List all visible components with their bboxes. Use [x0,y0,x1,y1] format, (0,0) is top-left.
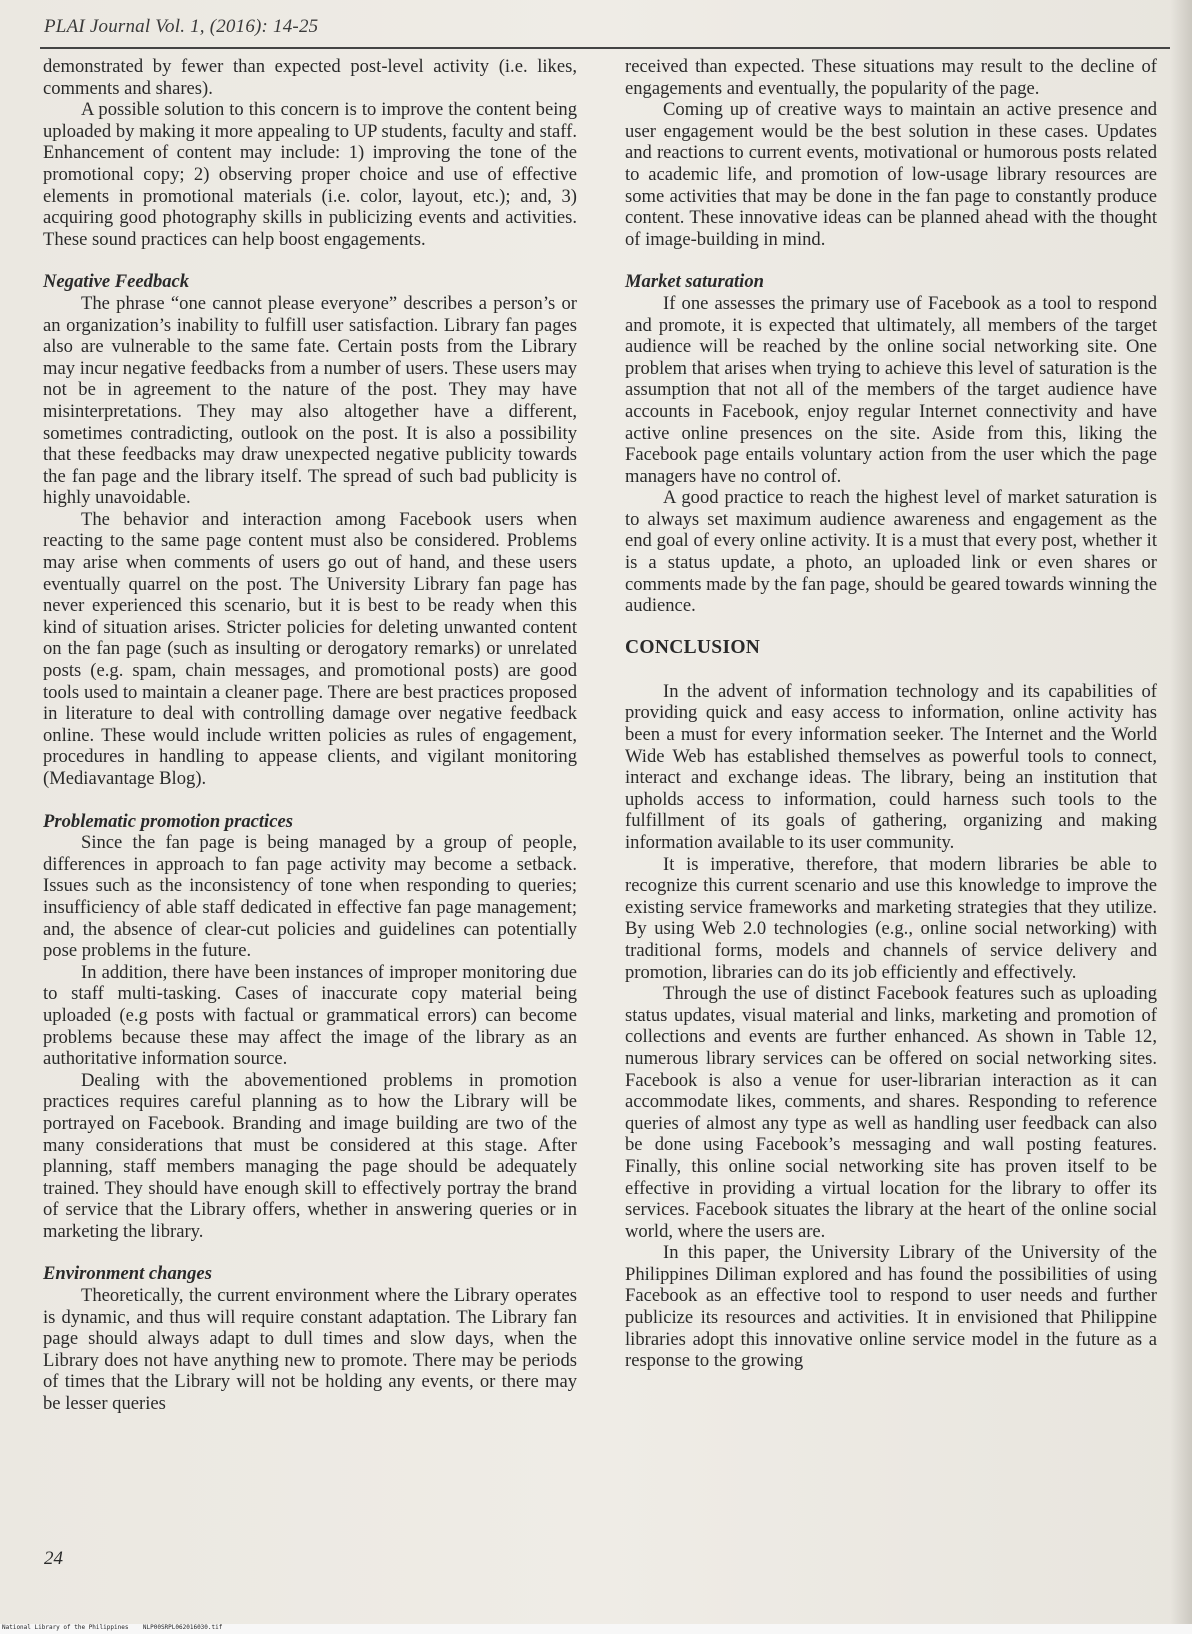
page-number: 24 [44,1548,63,1569]
section-heading-market-saturation: Market saturation [625,271,764,293]
paragraph: In addition, there have been instances of improper monitoring due to staff multi-tasking. Cases of inaccurate copy material being uploaded (e.g posts with factual or grammatical errors) can become problems because these may affect the image of the library as an authoritative information source. [43,961,577,1070]
paragraph: Through the use of distinct Facebook features such as uploading status updates, visual material and links, marketing and promotion of collections and events are further enhanced. As shown in Table 12, numerous library services can be offered on social networking sites. Facebook is also a venue for user-librarian interaction as it can accommodate likes, comments, and shares. Responding to reference queries of almost any type as well as handling user feedback can also be done using Facebook’s messaging and wall posting features. Finally, this online social networking site has proven itself to be effective in providing a virtual location for the library to offer its services. Facebook situates the library at the heart of the online social world, where the users are. [625,983,1157,1242]
running-head: PLAI Journal Vol. 1, (2016): 14-25 [44,16,319,37]
paragraph: In this paper, the University Library of the University of the Philippines Diliman explored and has found the possibilities of using Facebook as an effective tool to respond to user needs and further publicize its resources and activities. It in envisioned that Philippine libraries adopt this innovative online service model in the future as a response to the growing [625,1242,1157,1372]
paragraph: A possible solution to this concern is to improve the content being uploaded by making it more appealing to UP students, faculty and staff. Enhancement of content may include: 1) improving the tone of the promotional copy; 2) observing proper choice and use of effective elements in promotional materials (i.e. color, layout, etc.); and, 3) acquiring good photography skills in publicizing events and activities. These sound practices can help boost engagements. [43,99,577,250]
paragraph: Dealing with the abovementioned problems in promotion practices requires careful planning as to how the Library will be portrayed on Facebook. Branding and image building are two of the many considerations that must be considered at this stage. After planning, staff members managing the page should be adequately trained. They should have enough skill to effectively portray the brand of service that the Library offers, whether in answering queries or in marketing the library. [43,1069,577,1242]
paragraph: The behavior and interaction among Facebook users when reacting to the same page content must also be considered. Problems may arise when comments of users go out of hand, and these users eventually quarrel on the post. The University Library fan page has never experienced this scenario, but it is best to be ready when this kind of situation arises. Stricter policies for deleting unwanted content on the fan page (such as insulting or derogatory remarks) or unrelated posts (e.g. spam, chain messages, and promotional posts) are good tools used to maintain a cleaner page. There are best practices proposed in literature to deal with controlling damage over negative feedback online. These would include written policies as rules of engagement, procedures in handling to appease clients, and vigilant monitoring (Mediavantage Blog). [43,508,577,789]
paragraph: In the advent of information technology and its capabilities of providing quick and easy access to information, online activity has been a must for every information seeker. The Internet and the World Wide Web has established themselves as powerful tools to connect, interact and exchange ideas. The library, being an institution that upholds access to information, could harness such tools to the fulfillment of its goals of gathering, organizing and making information available to its user community. [625,680,1157,853]
section-heading-environment-changes: Environment changes [43,1263,212,1285]
paragraph: received than expected. These situations may result to the decline of engagements and eventually, the popularity of the page. [625,56,1157,99]
paragraph: Since the fan page is being managed by a group of people, differences in approach to fan page activity may become a setback. Issues such as the inconsistency of tone when responding to queries; insufficiency of able staff dedicated in effective fan page management; and, the absence of clear-cut policies and guidelines can potentially pose problems in the future. [43,832,577,962]
section-heading-negative-feedback: Negative Feedback [43,271,190,293]
section-heading-problematic-promotion: Problematic promotion practices [43,810,293,832]
paragraph: It is imperative, therefore, that modern libraries be able to recognize this current scenario and use this knowledge to improve the existing service frameworks and marketing strategies that they utilize. By using Web 2.0 technologies (e.g., online social networking) with traditional forms, models and channels of service delivery and promotion, libraries can do its job efficiently and effectively. [625,853,1157,983]
paragraph: demonstrated by fewer than expected post-level activity (i.e. likes, comments and shares). [43,56,577,99]
header-rule [40,47,1170,49]
paragraph: Theoretically, the current environment where the Library operates is dynamic, and thus will require constant adaptation. The Library fan page should always adapt to dull times and slow days, when the Library does not have anything new to promote. There may be periods of times that the Library will not be holding any events, or there may be lesser queries [43,1285,577,1415]
scan-label: National Library of the Philippines NLP00SRPL062016030.tif [2,1624,223,1631]
paragraph: The phrase “one cannot please everyone” describes a person’s or an organization’s inability to fulfill user satisfaction. Library fan pages also are vulnerable to the same fate. Certain posts from the Library may incur negative feedbacks from a number of users. These users may not be in agreement to the nature of the post. They may have misinterpretations. They may also altogether have a different, sometimes contradicting, outlook on the post. It is also a possibility that these feedbacks may draw unexpected negative publicity towards the fan page and the library itself. The spread of such bad publicity is highly unavoidable. [43,292,577,509]
paragraph: Coming up of creative ways to maintain an active presence and user engagement would be the best solution in these cases. Updates and reactions to current events, motivational or humorous posts related to academic life, and promotion of low-usage library resources are some activities that may be done in the fan page to constantly produce content. These innovative ideas can be planned ahead with the thought of image-building in mind. [625,99,1157,250]
paragraph: If one assesses the primary use of Facebook as a tool to respond and promote, it is expected that ultimately, all members of the target audience will be reached by the online social networking site. One problem that arises when trying to achieve this level of saturation is the assumption that not all of the members of the target audience have accounts in Facebook, enjoy regular Internet connectivity and have active online presences on the site. Aside from this, liking the Facebook page entails voluntary action from the user which the page managers have no control of. [625,292,1157,487]
right-column [625,56,1157,1372]
paragraph: A good practice to reach the highest level of market saturation is to always set maximum audience awareness and engagement as the end goal of every online activity. It is a must that every post, whether it is a status update, a photo, an uploaded link or even shares or comments made by the fan page, should be geared towards winning the audience. [625,487,1157,617]
page-edge-shadow [1170,0,1192,1634]
section-heading-conclusion: CONCLUSION [625,636,761,658]
left-column [43,56,577,1415]
